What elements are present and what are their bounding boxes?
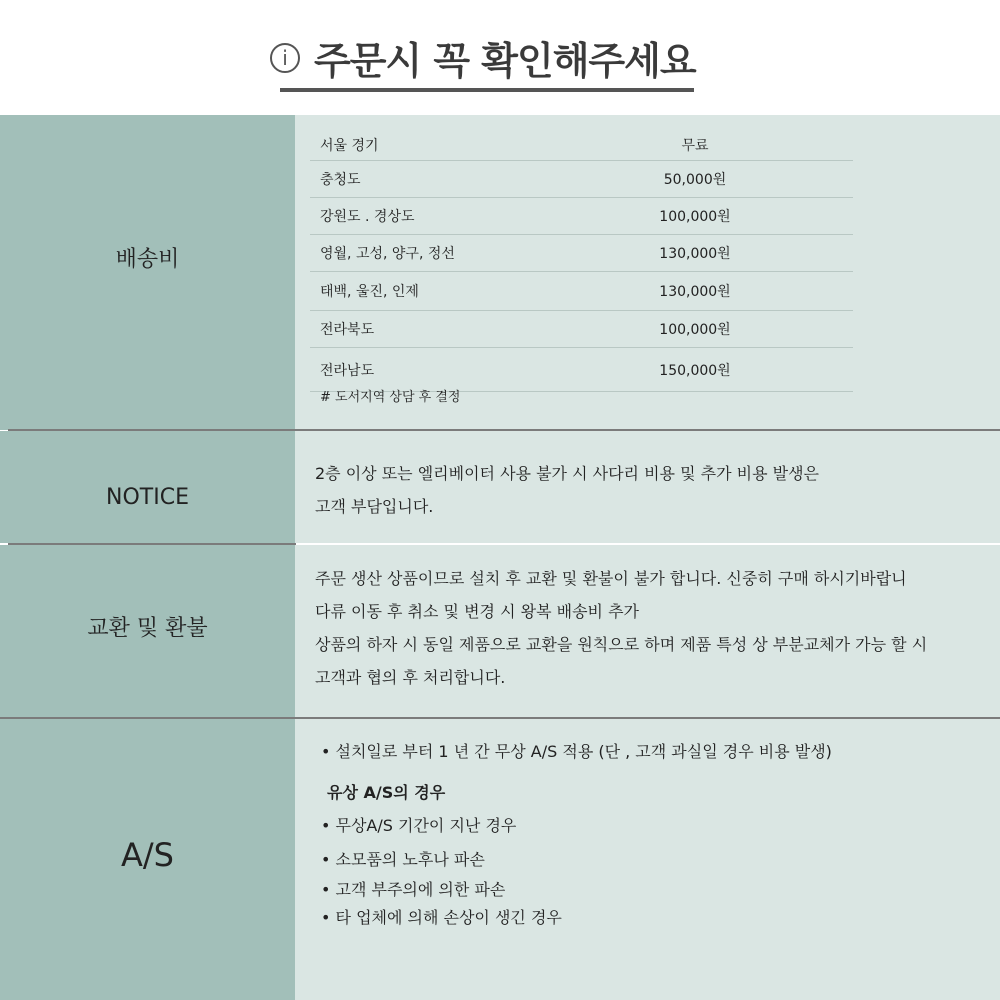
title-underline [280, 88, 694, 92]
shipping-content [295, 115, 1000, 430]
exchange-section [0, 545, 1000, 717]
header [0, 0, 1000, 115]
shipping-row [310, 129, 853, 161]
shipping-region: 충청도 [320, 172, 361, 188]
page-title: 주문시 꼭 확인해주세요 [314, 39, 696, 83]
shipping-price: 100,000원 [659, 209, 731, 225]
shipping-row [310, 161, 853, 198]
notice-label-cell [0, 431, 295, 543]
shipping-row [310, 272, 853, 311]
shipping-section [0, 115, 1000, 430]
shipping-region: 전라남도 [320, 362, 375, 379]
shipping-price: 100,000원 [659, 322, 731, 338]
notice-section [0, 431, 1000, 543]
shipping-price: 무료 [681, 137, 709, 154]
exchange-line: 다류 이동 후 취소 및 변경 시 왕복 배송비 추가 [315, 602, 639, 621]
as-section [0, 719, 1000, 1000]
notice-content [295, 431, 1000, 543]
shipping-row [310, 235, 853, 272]
shipping-row [310, 198, 853, 235]
shipping-table [310, 129, 853, 392]
as-paid-item: • 무상A/S 기간이 지난 경우 [321, 816, 517, 835]
notice-label: NOTICE [106, 484, 189, 510]
info-icon: i [270, 43, 300, 73]
as-paid-item: • 고객 부주의에 의한 파손 [321, 880, 506, 899]
as-label: A/S [121, 835, 174, 874]
title-wrap [270, 30, 696, 85]
as-paid-title: 유상 A/S의 경우 [327, 783, 446, 802]
shipping-region: 서울 경기 [320, 137, 379, 154]
as-paid-item: • 소모품의 노후나 파손 [321, 850, 485, 869]
notice-text [315, 457, 819, 523]
notice-line: 2층 이상 또는 엘리베이터 사용 불가 시 사다리 비용 및 추가 비용 발생은 [315, 464, 819, 483]
as-label-cell [0, 719, 295, 1000]
as-paid-item: • 타 업체에 의해 손상이 생긴 경우 [321, 908, 562, 927]
exchange-line: 주문 생산 상품이므로 설치 후 교환 및 환불이 불가 합니다. 신중히 구매 하시기바랍니 [315, 569, 907, 588]
exchange-label-cell [0, 545, 295, 717]
exchange-content [295, 545, 1000, 717]
shipping-region: 영월, 고성, 양구, 정선 [320, 246, 455, 262]
shipping-price: 50,000원 [663, 172, 727, 188]
shipping-price: 130,000원 [659, 246, 731, 262]
as-free-line: • 설치일로 부터 1 년 간 무상 A/S 적용 (단 , 고객 과실일 경우 비용 발생) [321, 742, 832, 761]
shipping-label-cell [0, 115, 295, 430]
shipping-note: # 도서지역 상담 후 결정 [320, 390, 461, 405]
shipping-region: 전라북도 [320, 322, 375, 338]
as-content [295, 719, 1000, 1000]
shipping-price: 150,000원 [659, 362, 731, 379]
shipping-region: 태백, 울진, 인제 [320, 284, 419, 300]
shipping-row [310, 311, 853, 348]
exchange-label: 교환 및 환불 [87, 615, 208, 641]
shipping-price: 130,000원 [659, 284, 731, 300]
shipping-label: 배송비 [115, 247, 180, 272]
notice-line: 고객 부담입니다. [315, 497, 434, 516]
shipping-region: 강원도 . 경상도 [320, 209, 415, 225]
exchange-line: 고객과 협의 후 처리합니다. [315, 668, 506, 687]
exchange-line: 상품의 하자 시 동일 제품으로 교환을 원칙으로 하며 제품 특성 상 부분교체가 가능 할 시 [315, 635, 928, 654]
exchange-text [315, 562, 927, 694]
